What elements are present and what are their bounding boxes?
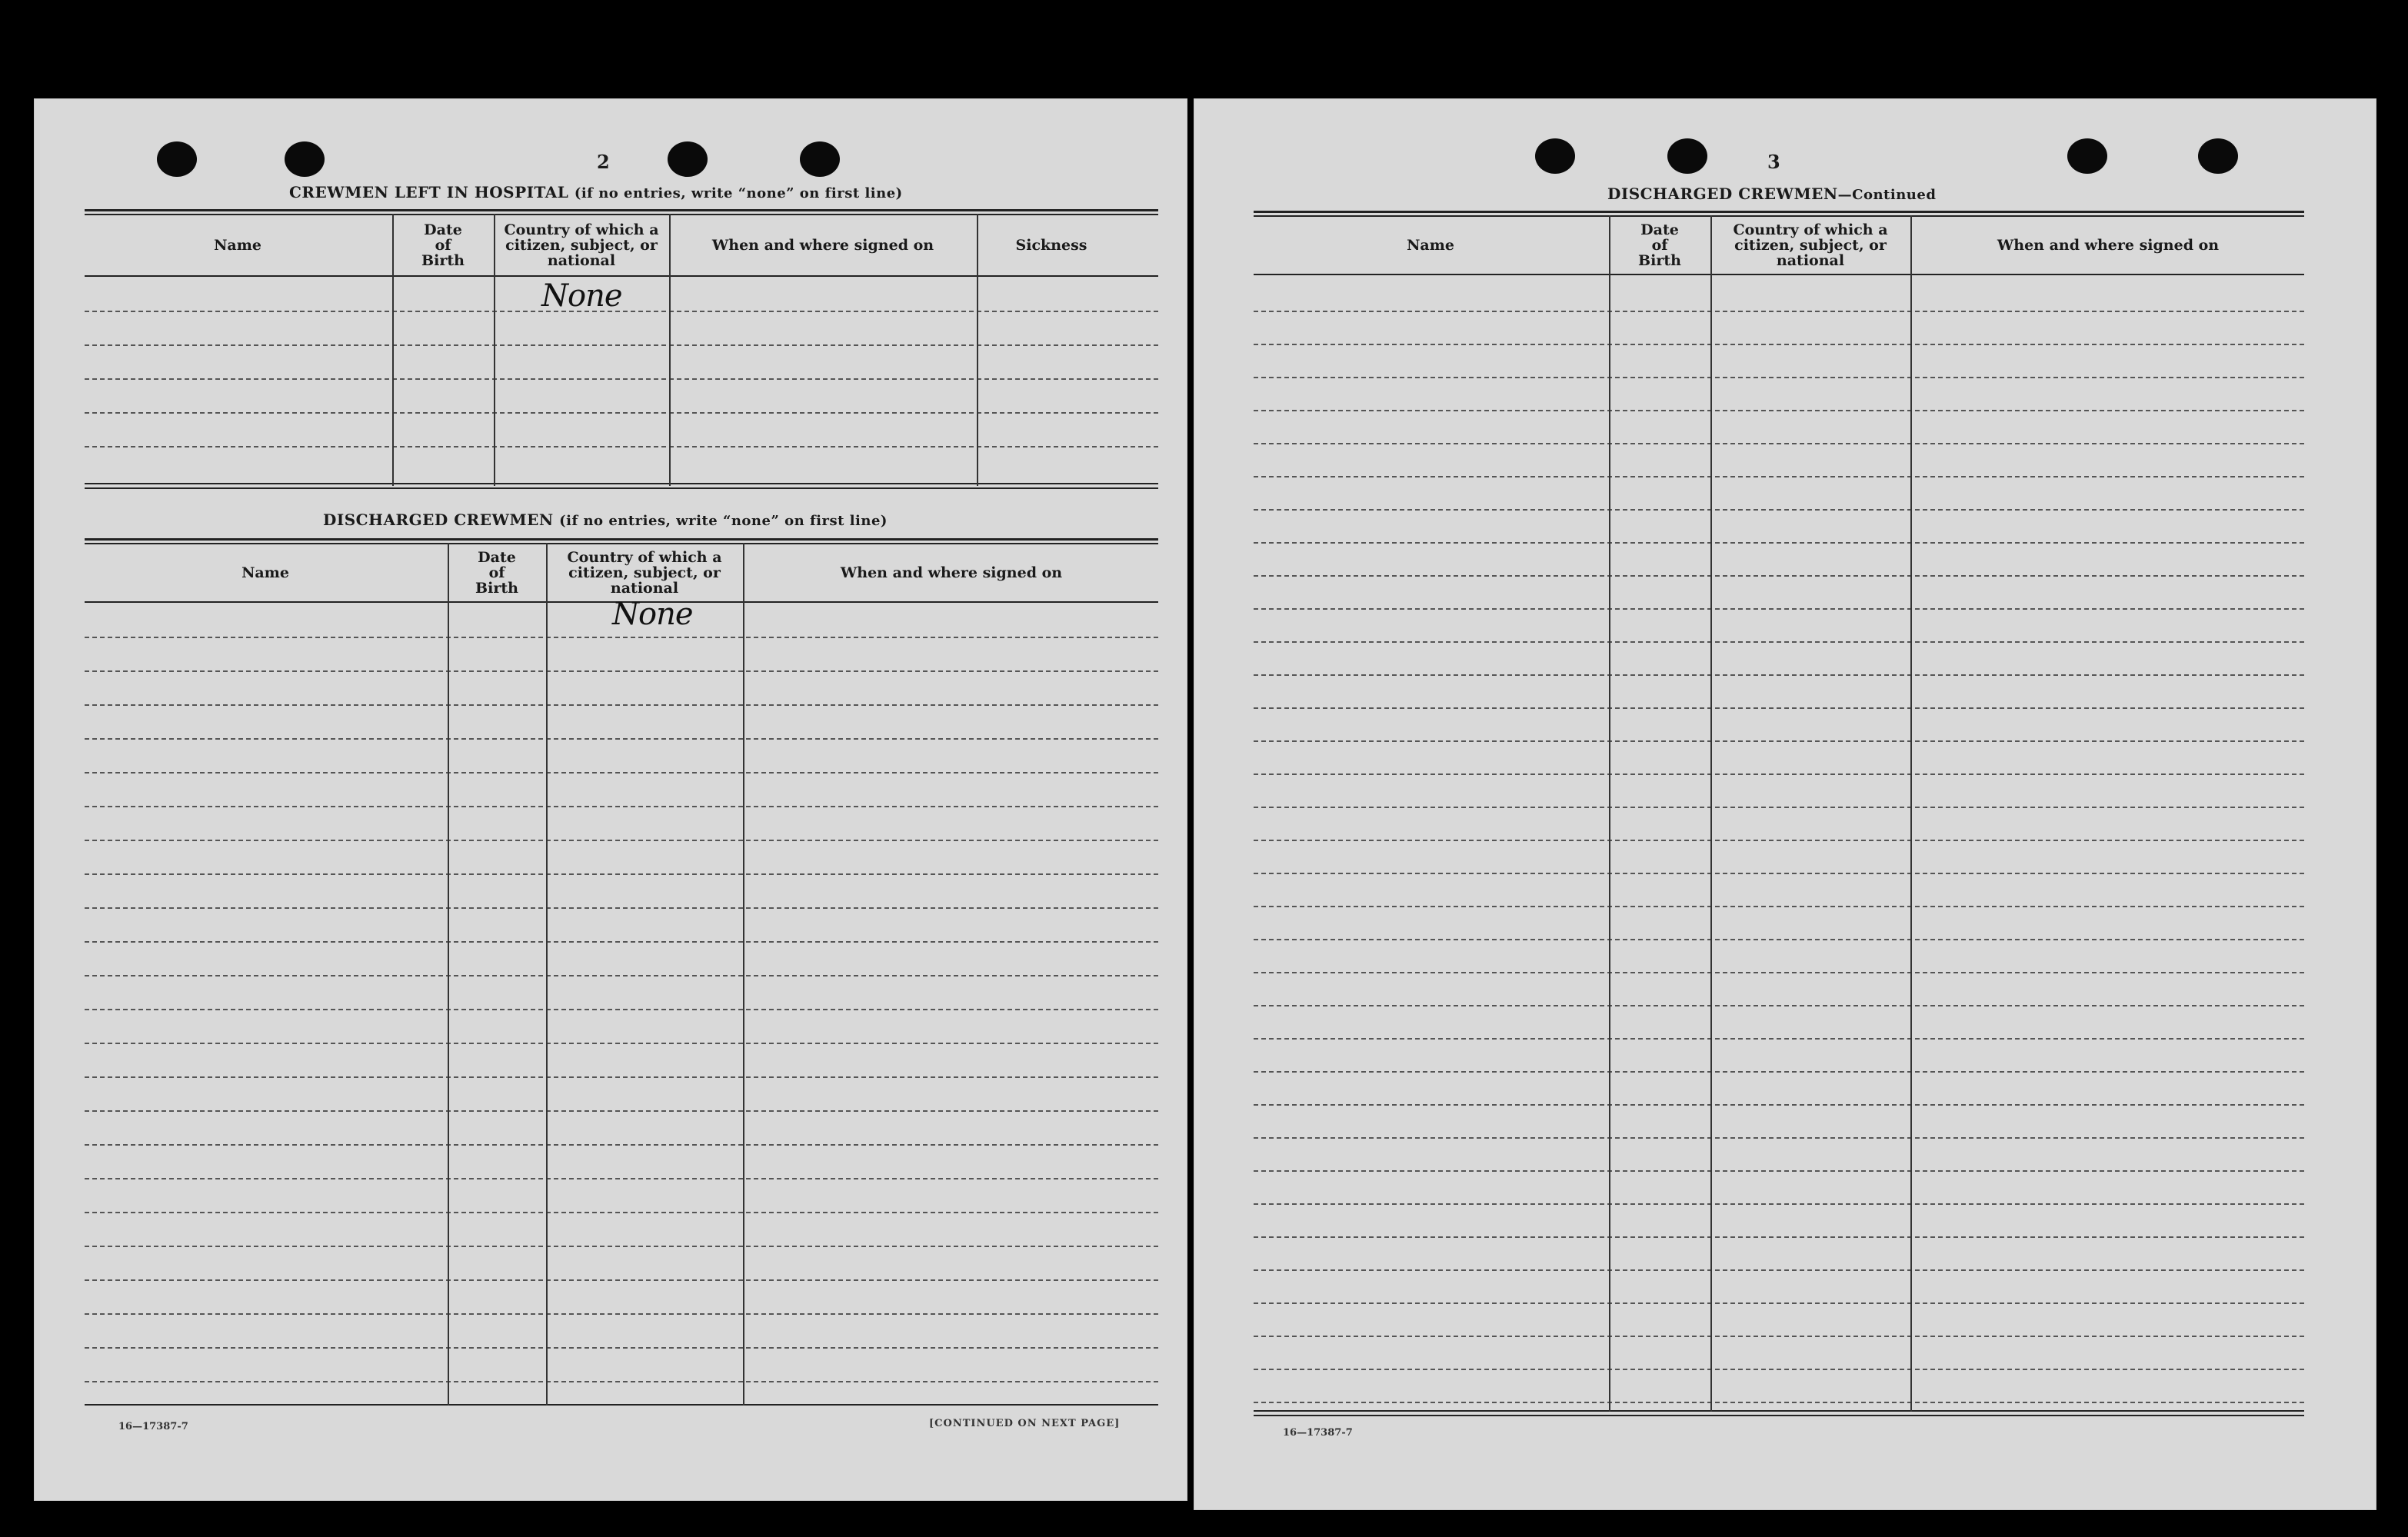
row-rule (85, 1009, 1158, 1010)
col-header-name: Name (1407, 237, 1454, 254)
row-rule (85, 907, 1158, 909)
punch-hole (800, 141, 840, 177)
row-rule (1254, 575, 2304, 577)
row-rule (85, 378, 1158, 380)
row-rule (1254, 1104, 2304, 1106)
table-rule (85, 214, 1158, 215)
row-rule (85, 1381, 1158, 1382)
row-rule (1254, 906, 2304, 907)
table-rule (85, 538, 1158, 541)
discharged-section-title (323, 511, 888, 529)
form-number: 16—17387-7 (118, 1421, 188, 1432)
row-rule (85, 1246, 1158, 1247)
row-rule (1254, 1302, 2304, 1304)
table-rule (85, 209, 1158, 211)
left-form-page (34, 98, 1187, 1501)
row-rule (85, 344, 1158, 346)
column-divider (743, 543, 744, 1406)
punch-hole (2067, 138, 2107, 174)
handwritten-entry: None (612, 597, 693, 632)
column-divider (1910, 215, 1912, 1412)
row-rule (85, 670, 1158, 672)
row-rule (1254, 707, 2304, 709)
punch-hole (285, 141, 325, 177)
col-header-country: Country of which a citizen, subject, or national (1733, 221, 1888, 269)
row-rule (1254, 807, 2304, 808)
discharged-title-note: (if no entries, write “none” on first line) (559, 513, 888, 529)
row-rule (1254, 476, 2304, 477)
row-rule (1254, 509, 2304, 511)
punch-hole (2198, 138, 2238, 174)
table-rule (85, 487, 1158, 489)
table-rule (1254, 1410, 2304, 1412)
section-title-continued: —Continued (1837, 187, 1937, 203)
col-header-signed-on: When and where signed on (1997, 237, 2220, 254)
col-header-sickness: Sickness (1015, 237, 1087, 254)
row-rule (1254, 377, 2304, 378)
col-header-signed-on: When and where signed on (840, 564, 1063, 581)
row-rule (85, 1076, 1158, 1078)
column-divider (1609, 215, 1610, 1412)
column-divider (448, 543, 449, 1406)
row-rule (85, 738, 1158, 740)
col-header-date-of-birth: Date of Birth (475, 549, 518, 597)
row-rule (1254, 443, 2304, 444)
row-rule (1254, 1236, 2304, 1238)
handwritten-entry: None (541, 278, 622, 314)
row-rule (85, 806, 1158, 807)
column-divider (494, 214, 495, 486)
col-header-country: Country of which a citizen, subject, or national (567, 549, 722, 597)
discharged-continued-title (1607, 185, 1936, 203)
table-rule (85, 1404, 1158, 1406)
row-rule (85, 975, 1158, 976)
row-rule (85, 1279, 1158, 1281)
row-rule (85, 704, 1158, 706)
row-rule (1254, 410, 2304, 411)
row-rule (1254, 311, 2304, 312)
row-rule (85, 1110, 1158, 1112)
row-rule (1254, 1038, 2304, 1040)
page-number: 2 (597, 151, 610, 173)
right-form-page (1194, 98, 2376, 1510)
row-rule (1254, 608, 2304, 610)
row-rule (1254, 344, 2304, 345)
discharged-title-text: DISCHARGED CREWMEN (323, 511, 554, 529)
row-rule (1254, 939, 2304, 940)
row-rule (85, 1313, 1158, 1315)
row-rule (85, 412, 1158, 414)
hospital-title-text: CREWMEN LEFT IN HOSPITAL (289, 183, 569, 201)
column-divider (1710, 215, 1712, 1412)
row-rule (1254, 1402, 2304, 1403)
row-rule (1254, 1005, 2304, 1006)
row-rule (85, 1178, 1158, 1179)
table-rule (85, 483, 1158, 484)
row-rule (85, 1347, 1158, 1349)
row-rule (85, 446, 1158, 447)
row-rule (1254, 674, 2304, 676)
header-underline (85, 275, 1158, 277)
col-header-name: Name (214, 237, 261, 254)
form-number: 16—17387-7 (1283, 1427, 1353, 1439)
row-rule (85, 1144, 1158, 1146)
row-rule (1254, 1071, 2304, 1073)
hospital-section-title (289, 183, 903, 201)
row-rule (1254, 1336, 2304, 1337)
section-title-text: DISCHARGED CREWMEN (1607, 185, 1838, 203)
col-header-date-of-birth: Date of Birth (1638, 221, 1681, 269)
col-header-signed-on: When and where signed on (711, 237, 934, 254)
column-divider (669, 214, 671, 486)
row-rule (85, 1212, 1158, 1213)
hospital-title-note: (if no entries, write “none” on first line) (574, 185, 903, 201)
row-rule (1254, 542, 2304, 544)
row-rule (1254, 972, 2304, 973)
row-rule (85, 941, 1158, 943)
row-rule (1254, 1137, 2304, 1139)
column-divider (546, 543, 548, 1406)
row-rule (85, 772, 1158, 773)
header-underline (1254, 274, 2304, 275)
punch-hole (1535, 138, 1575, 174)
row-rule (85, 873, 1158, 875)
row-rule (85, 840, 1158, 841)
punch-hole (668, 141, 708, 177)
col-header-country: Country of which a citizen, subject, or national (504, 221, 659, 269)
row-rule (1254, 840, 2304, 841)
table-rule (1254, 1415, 2304, 1416)
page-number: 3 (1767, 151, 1780, 173)
row-rule (85, 637, 1158, 638)
row-rule (1254, 773, 2304, 775)
column-divider (392, 214, 394, 486)
column-divider (977, 214, 978, 486)
row-rule (1254, 873, 2304, 874)
row-rule (1254, 1269, 2304, 1271)
col-header-name: Name (241, 564, 289, 581)
continued-note: [CONTINUED ON NEXT PAGE] (929, 1418, 1121, 1429)
row-rule (1254, 641, 2304, 643)
row-rule (1254, 1203, 2304, 1205)
row-rule (85, 1043, 1158, 1044)
col-header-date-of-birth: Date of Birth (421, 221, 465, 269)
punch-hole (1667, 138, 1707, 174)
table-rule (1254, 211, 2304, 213)
row-rule (1254, 740, 2304, 742)
row-rule (1254, 1369, 2304, 1370)
row-rule (1254, 1170, 2304, 1172)
punch-hole (157, 141, 197, 177)
